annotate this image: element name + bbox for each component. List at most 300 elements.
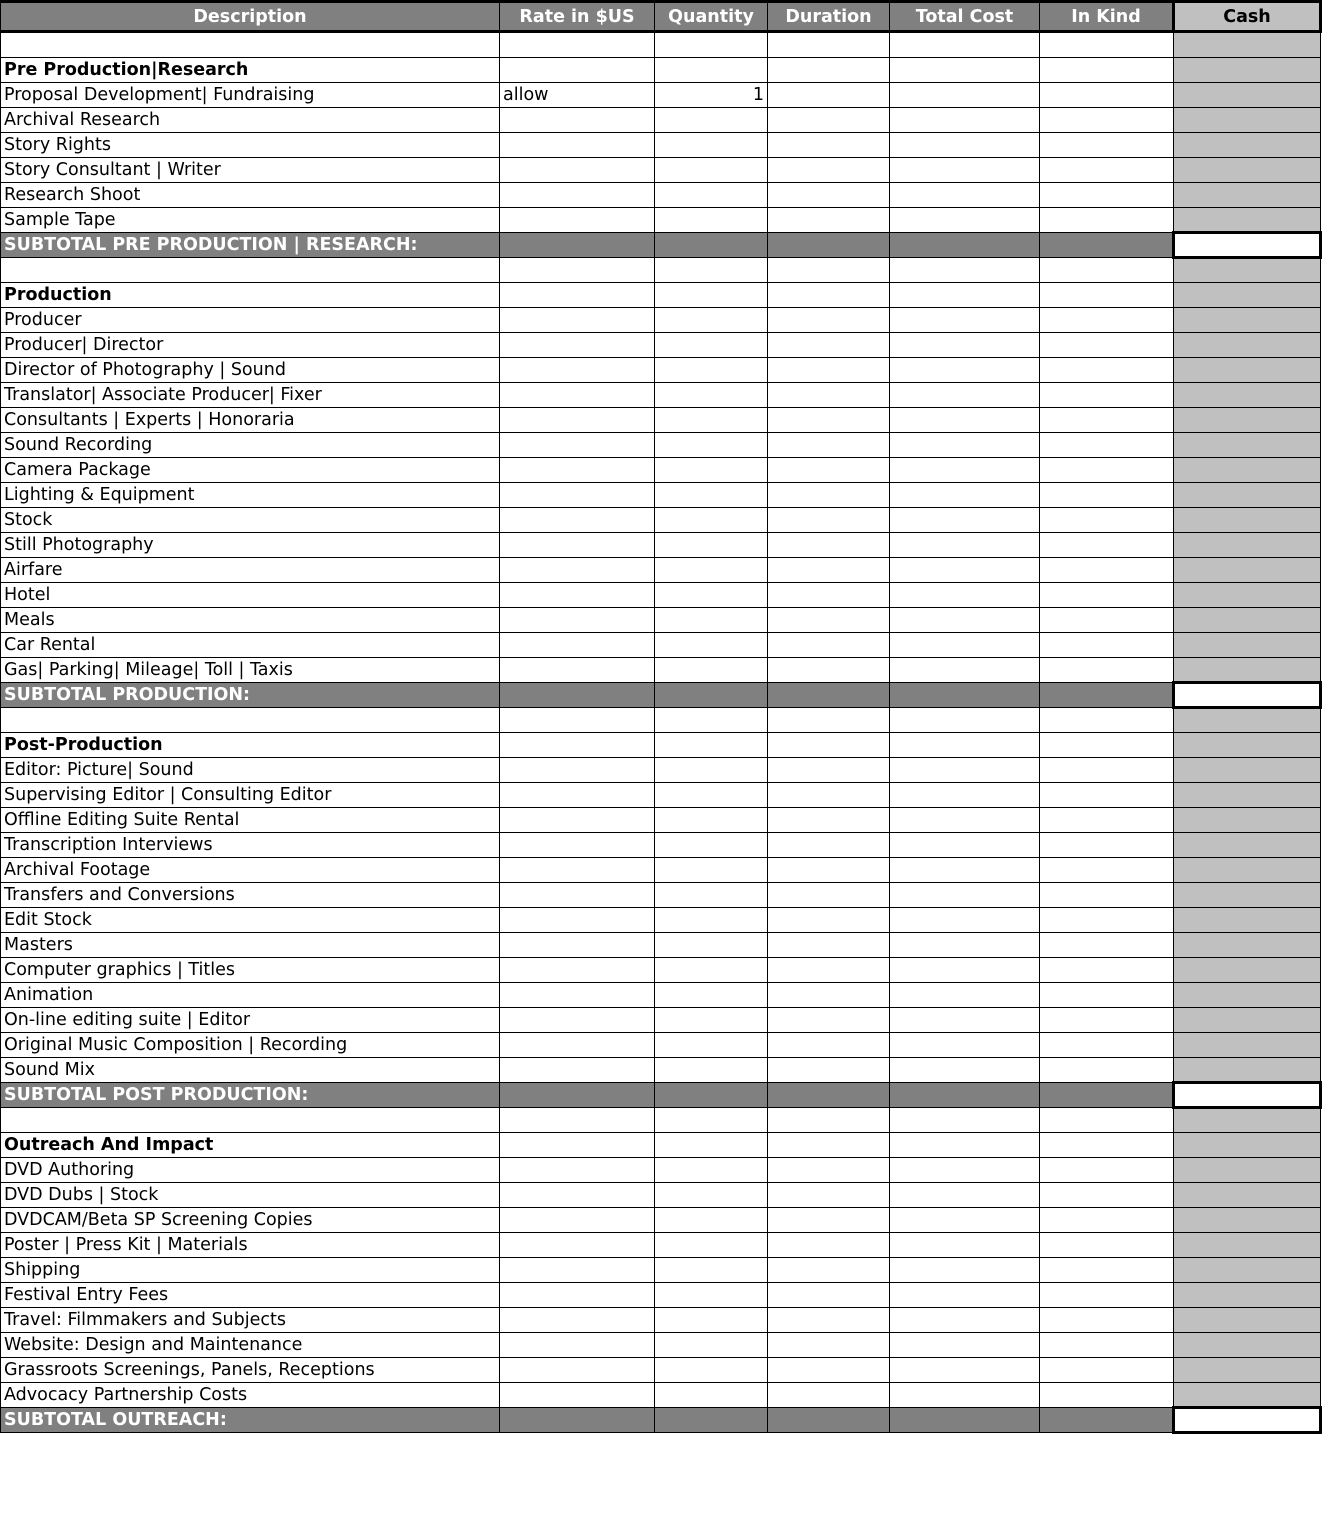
cell-cash[interactable] <box>1174 1082 1321 1107</box>
cell-in-kind[interactable] <box>1040 1332 1174 1357</box>
cell-quantity[interactable] <box>655 1232 768 1257</box>
cell-total-cost[interactable] <box>890 807 1040 832</box>
cell-total-cost[interactable] <box>890 682 1040 707</box>
cell-quantity[interactable] <box>655 732 768 757</box>
cell-rate[interactable] <box>500 208 655 233</box>
cell-quantity[interactable] <box>655 532 768 557</box>
cell-in-kind[interactable] <box>1040 1057 1174 1082</box>
cell-rate[interactable] <box>500 482 655 507</box>
cell-in-kind[interactable] <box>1040 208 1174 233</box>
cell-duration[interactable] <box>768 557 890 582</box>
cell-duration[interactable] <box>768 108 890 133</box>
cell-duration[interactable] <box>768 732 890 757</box>
cell-in-kind[interactable] <box>1040 632 1174 657</box>
cell-rate[interactable] <box>500 1307 655 1332</box>
cell-cash[interactable] <box>1174 307 1321 332</box>
cell-quantity[interactable] <box>655 382 768 407</box>
cell-cash[interactable] <box>1174 882 1321 907</box>
cell-in-kind[interactable] <box>1040 507 1174 532</box>
cell-cash[interactable] <box>1174 757 1321 782</box>
cell-description[interactable]: Sample Tape <box>1 208 500 233</box>
cell-in-kind[interactable] <box>1040 907 1174 932</box>
cell-duration[interactable] <box>768 1207 890 1232</box>
cell-total-cost[interactable] <box>890 1032 1040 1057</box>
cell-duration[interactable] <box>768 258 890 283</box>
cell-cash[interactable] <box>1174 1357 1321 1382</box>
cell-description[interactable]: Hotel <box>1 582 500 607</box>
cell-duration[interactable] <box>768 957 890 982</box>
cell-description[interactable]: Festival Entry Fees <box>1 1282 500 1307</box>
cell-total-cost[interactable] <box>890 1107 1040 1132</box>
cell-in-kind[interactable] <box>1040 432 1174 457</box>
cell-in-kind[interactable] <box>1040 1032 1174 1057</box>
cell-quantity[interactable] <box>655 407 768 432</box>
cell-cash[interactable] <box>1174 807 1321 832</box>
cell-in-kind[interactable] <box>1040 532 1174 557</box>
cell-cash[interactable] <box>1174 332 1321 357</box>
cell-quantity[interactable] <box>655 108 768 133</box>
cell-cash[interactable] <box>1174 382 1321 407</box>
cell-total-cost[interactable] <box>890 32 1040 58</box>
cell-rate[interactable] <box>500 907 655 932</box>
cell-total-cost[interactable] <box>890 832 1040 857</box>
cell-rate[interactable] <box>500 1182 655 1207</box>
cell-cash[interactable] <box>1174 932 1321 957</box>
cell-description[interactable]: Website: Design and Maintenance <box>1 1332 500 1357</box>
cell-total-cost[interactable] <box>890 882 1040 907</box>
cell-in-kind[interactable] <box>1040 183 1174 208</box>
cell-quantity[interactable] <box>655 233 768 258</box>
cell-rate[interactable] <box>500 108 655 133</box>
cell-duration[interactable] <box>768 32 890 58</box>
cell-in-kind[interactable] <box>1040 357 1174 382</box>
cell-duration[interactable] <box>768 1007 890 1032</box>
cell-in-kind[interactable] <box>1040 982 1174 1007</box>
cell-quantity[interactable] <box>655 1082 768 1107</box>
cell-in-kind[interactable] <box>1040 1132 1174 1157</box>
cell-quantity[interactable] <box>655 507 768 532</box>
cell-in-kind[interactable] <box>1040 1107 1174 1132</box>
cell-duration[interactable] <box>768 832 890 857</box>
cell-in-kind[interactable] <box>1040 832 1174 857</box>
cell-rate[interactable] <box>500 1357 655 1382</box>
cell-description[interactable]: Transcription Interviews <box>1 832 500 857</box>
cell-cash[interactable] <box>1174 957 1321 982</box>
cell-in-kind[interactable] <box>1040 108 1174 133</box>
cell-quantity[interactable] <box>655 582 768 607</box>
cell-total-cost[interactable] <box>890 357 1040 382</box>
cell-quantity[interactable] <box>655 1057 768 1082</box>
cell-cash[interactable] <box>1174 707 1321 732</box>
cell-duration[interactable] <box>768 432 890 457</box>
cell-total-cost[interactable] <box>890 632 1040 657</box>
cell-rate[interactable] <box>500 1007 655 1032</box>
cell-cash[interactable] <box>1174 1282 1321 1307</box>
cell-total-cost[interactable] <box>890 782 1040 807</box>
cell-description[interactable]: Story Consultant | Writer <box>1 158 500 183</box>
cell-in-kind[interactable] <box>1040 282 1174 307</box>
cell-quantity[interactable] <box>655 782 768 807</box>
cell-total-cost[interactable] <box>890 1282 1040 1307</box>
cell-cash[interactable] <box>1174 1407 1321 1432</box>
cell-in-kind[interactable] <box>1040 233 1174 258</box>
cell-duration[interactable] <box>768 782 890 807</box>
cell-description[interactable]: Stock <box>1 507 500 532</box>
cell-in-kind[interactable] <box>1040 83 1174 108</box>
cell-duration[interactable] <box>768 183 890 208</box>
cell-in-kind[interactable] <box>1040 1257 1174 1282</box>
cell-quantity[interactable] <box>655 757 768 782</box>
cell-total-cost[interactable] <box>890 557 1040 582</box>
cell-description[interactable]: Producer| Director <box>1 332 500 357</box>
cell-quantity[interactable] <box>655 882 768 907</box>
cell-rate[interactable] <box>500 607 655 632</box>
cell-total-cost[interactable] <box>890 657 1040 682</box>
cell-rate[interactable] <box>500 1232 655 1257</box>
cell-duration[interactable] <box>768 407 890 432</box>
cell-rate[interactable] <box>500 332 655 357</box>
cell-cash[interactable] <box>1174 1307 1321 1332</box>
cell-total-cost[interactable] <box>890 1057 1040 1082</box>
cell-total-cost[interactable] <box>890 1157 1040 1182</box>
cell-total-cost[interactable] <box>890 407 1040 432</box>
cell-description[interactable] <box>1 1107 500 1132</box>
cell-cash[interactable] <box>1174 532 1321 557</box>
cell-rate[interactable] <box>500 757 655 782</box>
cell-quantity[interactable] <box>655 208 768 233</box>
cell-in-kind[interactable] <box>1040 782 1174 807</box>
cell-duration[interactable] <box>768 1082 890 1107</box>
cell-total-cost[interactable] <box>890 932 1040 957</box>
cell-total-cost[interactable] <box>890 1082 1040 1107</box>
cell-total-cost[interactable] <box>890 957 1040 982</box>
cell-rate[interactable] <box>500 957 655 982</box>
cell-rate[interactable] <box>500 282 655 307</box>
cell-rate[interactable] <box>500 457 655 482</box>
cell-rate[interactable] <box>500 158 655 183</box>
cell-cash[interactable] <box>1174 233 1321 258</box>
cell-quantity[interactable] <box>655 258 768 283</box>
cell-duration[interactable] <box>768 133 890 158</box>
cell-cash[interactable] <box>1174 632 1321 657</box>
cell-cash[interactable] <box>1174 857 1321 882</box>
cell-in-kind[interactable] <box>1040 457 1174 482</box>
cell-in-kind[interactable] <box>1040 807 1174 832</box>
cell-description[interactable]: Masters <box>1 932 500 957</box>
cell-description[interactable] <box>1 258 500 283</box>
cell-total-cost[interactable] <box>890 282 1040 307</box>
cell-description[interactable]: Archival Research <box>1 108 500 133</box>
cell-cash[interactable] <box>1174 282 1321 307</box>
cell-rate[interactable] <box>500 882 655 907</box>
cell-description[interactable]: Gas| Parking| Mileage| Toll | Taxis <box>1 657 500 682</box>
cell-description[interactable]: Still Photography <box>1 532 500 557</box>
cell-description[interactable]: Director of Photography | Sound <box>1 357 500 382</box>
cell-rate[interactable] <box>500 32 655 58</box>
cell-cash[interactable] <box>1174 907 1321 932</box>
column-header-duration[interactable]: Duration <box>768 2 890 32</box>
cell-duration[interactable] <box>768 1332 890 1357</box>
cell-duration[interactable] <box>768 282 890 307</box>
cell-description[interactable]: Offline Editing Suite Rental <box>1 807 500 832</box>
cell-total-cost[interactable] <box>890 607 1040 632</box>
cell-in-kind[interactable] <box>1040 1407 1174 1432</box>
cell-total-cost[interactable] <box>890 382 1040 407</box>
cell-rate[interactable] <box>500 1157 655 1182</box>
cell-total-cost[interactable] <box>890 1007 1040 1032</box>
cell-quantity[interactable] <box>655 32 768 58</box>
cell-in-kind[interactable] <box>1040 32 1174 58</box>
cell-quantity[interactable] <box>655 1307 768 1332</box>
cell-cash[interactable] <box>1174 432 1321 457</box>
cell-total-cost[interactable] <box>890 1357 1040 1382</box>
cell-rate[interactable] <box>500 1132 655 1157</box>
cell-cash[interactable] <box>1174 258 1321 283</box>
cell-total-cost[interactable] <box>890 732 1040 757</box>
cell-quantity[interactable] <box>655 158 768 183</box>
cell-total-cost[interactable] <box>890 707 1040 732</box>
cell-description[interactable]: Advocacy Partnership Costs <box>1 1382 500 1407</box>
cell-in-kind[interactable] <box>1040 1207 1174 1232</box>
cell-description[interactable]: DVD Authoring <box>1 1157 500 1182</box>
cell-cash[interactable] <box>1174 507 1321 532</box>
cell-duration[interactable] <box>768 907 890 932</box>
cell-total-cost[interactable] <box>890 532 1040 557</box>
cell-description[interactable] <box>1 707 500 732</box>
cell-duration[interactable] <box>768 682 890 707</box>
cell-rate[interactable]: allow <box>500 83 655 108</box>
cell-description[interactable]: DVDCAM/Beta SP Screening Copies <box>1 1207 500 1232</box>
column-header-in-kind[interactable]: In Kind <box>1040 2 1174 32</box>
cell-quantity[interactable] <box>655 1157 768 1182</box>
cell-total-cost[interactable] <box>890 1232 1040 1257</box>
cell-rate[interactable] <box>500 507 655 532</box>
cell-in-kind[interactable] <box>1040 1307 1174 1332</box>
cell-total-cost[interactable] <box>890 432 1040 457</box>
cell-duration[interactable] <box>768 1282 890 1307</box>
cell-description[interactable]: Translator| Associate Producer| Fixer <box>1 382 500 407</box>
cell-duration[interactable] <box>768 158 890 183</box>
cell-description[interactable]: Computer graphics | Titles <box>1 957 500 982</box>
cell-cash[interactable] <box>1174 682 1321 707</box>
cell-in-kind[interactable] <box>1040 1007 1174 1032</box>
cell-description[interactable]: Sound Recording <box>1 432 500 457</box>
cell-duration[interactable] <box>768 307 890 332</box>
cell-quantity[interactable] <box>655 1007 768 1032</box>
cell-description[interactable]: Lighting & Equipment <box>1 482 500 507</box>
cell-total-cost[interactable] <box>890 332 1040 357</box>
cell-duration[interactable] <box>768 58 890 83</box>
cell-rate[interactable] <box>500 407 655 432</box>
cell-quantity[interactable] <box>655 133 768 158</box>
cell-description[interactable]: Poster | Press Kit | Materials <box>1 1232 500 1257</box>
cell-quantity[interactable] <box>655 1107 768 1132</box>
cell-in-kind[interactable] <box>1040 307 1174 332</box>
cell-description[interactable]: SUBTOTAL PRE PRODUCTION | RESEARCH: <box>1 233 500 258</box>
cell-cash[interactable] <box>1174 1157 1321 1182</box>
cell-rate[interactable] <box>500 1207 655 1232</box>
cell-rate[interactable] <box>500 782 655 807</box>
cell-cash[interactable] <box>1174 1332 1321 1357</box>
cell-rate[interactable] <box>500 133 655 158</box>
cell-duration[interactable] <box>768 507 890 532</box>
cell-rate[interactable] <box>500 183 655 208</box>
cell-cash[interactable] <box>1174 582 1321 607</box>
cell-duration[interactable] <box>768 1307 890 1332</box>
cell-description[interactable]: Consultants | Experts | Honoraria <box>1 407 500 432</box>
cell-duration[interactable] <box>768 482 890 507</box>
cell-total-cost[interactable] <box>890 183 1040 208</box>
cell-duration[interactable] <box>768 657 890 682</box>
cell-total-cost[interactable] <box>890 1332 1040 1357</box>
cell-in-kind[interactable] <box>1040 657 1174 682</box>
cell-rate[interactable] <box>500 432 655 457</box>
cell-cash[interactable] <box>1174 782 1321 807</box>
cell-quantity[interactable] <box>655 1032 768 1057</box>
cell-quantity[interactable] <box>655 332 768 357</box>
cell-cash[interactable] <box>1174 1107 1321 1132</box>
cell-duration[interactable] <box>768 208 890 233</box>
cell-rate[interactable] <box>500 582 655 607</box>
cell-duration[interactable] <box>768 382 890 407</box>
cell-rate[interactable] <box>500 233 655 258</box>
cell-cash[interactable] <box>1174 158 1321 183</box>
cell-rate[interactable] <box>500 832 655 857</box>
cell-quantity[interactable] <box>655 482 768 507</box>
cell-rate[interactable] <box>500 1057 655 1082</box>
cell-total-cost[interactable] <box>890 1407 1040 1432</box>
cell-rate[interactable] <box>500 1107 655 1132</box>
cell-rate[interactable] <box>500 682 655 707</box>
cell-in-kind[interactable] <box>1040 607 1174 632</box>
cell-in-kind[interactable] <box>1040 1382 1174 1407</box>
cell-rate[interactable] <box>500 1257 655 1282</box>
cell-quantity[interactable] <box>655 707 768 732</box>
cell-cash[interactable] <box>1174 1207 1321 1232</box>
cell-rate[interactable] <box>500 58 655 83</box>
cell-quantity[interactable] <box>655 1182 768 1207</box>
cell-duration[interactable] <box>768 807 890 832</box>
cell-in-kind[interactable] <box>1040 1182 1174 1207</box>
cell-quantity[interactable] <box>655 307 768 332</box>
cell-total-cost[interactable] <box>890 582 1040 607</box>
cell-cash[interactable] <box>1174 1182 1321 1207</box>
cell-total-cost[interactable] <box>890 258 1040 283</box>
cell-cash[interactable] <box>1174 1007 1321 1032</box>
cell-cash[interactable] <box>1174 657 1321 682</box>
cell-quantity[interactable] <box>655 183 768 208</box>
cell-description[interactable]: Supervising Editor | Consulting Editor <box>1 782 500 807</box>
cell-duration[interactable] <box>768 1232 890 1257</box>
cell-total-cost[interactable] <box>890 482 1040 507</box>
cell-in-kind[interactable] <box>1040 258 1174 283</box>
cell-in-kind[interactable] <box>1040 482 1174 507</box>
cell-cash[interactable] <box>1174 357 1321 382</box>
cell-in-kind[interactable] <box>1040 1082 1174 1107</box>
cell-quantity[interactable] <box>655 832 768 857</box>
cell-quantity[interactable] <box>655 1207 768 1232</box>
cell-in-kind[interactable] <box>1040 707 1174 732</box>
cell-rate[interactable] <box>500 1407 655 1432</box>
cell-total-cost[interactable] <box>890 307 1040 332</box>
cell-description[interactable]: SUBTOTAL PRODUCTION: <box>1 682 500 707</box>
cell-in-kind[interactable] <box>1040 133 1174 158</box>
cell-in-kind[interactable] <box>1040 1232 1174 1257</box>
cell-rate[interactable] <box>500 357 655 382</box>
cell-cash[interactable] <box>1174 32 1321 58</box>
cell-description[interactable]: Shipping <box>1 1257 500 1282</box>
cell-total-cost[interactable] <box>890 457 1040 482</box>
cell-total-cost[interactable] <box>890 1207 1040 1232</box>
cell-in-kind[interactable] <box>1040 882 1174 907</box>
cell-description[interactable]: Sound Mix <box>1 1057 500 1082</box>
cell-duration[interactable] <box>768 1407 890 1432</box>
cell-duration[interactable] <box>768 1357 890 1382</box>
cell-quantity[interactable] <box>655 1407 768 1432</box>
cell-cash[interactable] <box>1174 58 1321 83</box>
cell-in-kind[interactable] <box>1040 757 1174 782</box>
cell-description[interactable]: Camera Package <box>1 457 500 482</box>
cell-rate[interactable] <box>500 1082 655 1107</box>
cell-rate[interactable] <box>500 1332 655 1357</box>
cell-total-cost[interactable] <box>890 208 1040 233</box>
column-header-rate[interactable]: Rate in $US <box>500 2 655 32</box>
cell-rate[interactable] <box>500 632 655 657</box>
cell-cash[interactable] <box>1174 982 1321 1007</box>
cell-in-kind[interactable] <box>1040 1357 1174 1382</box>
cell-cash[interactable] <box>1174 183 1321 208</box>
cell-in-kind[interactable] <box>1040 332 1174 357</box>
cell-quantity[interactable] <box>655 1382 768 1407</box>
cell-description[interactable]: Producer <box>1 307 500 332</box>
cell-in-kind[interactable] <box>1040 857 1174 882</box>
cell-description[interactable]: Outreach And Impact <box>1 1132 500 1157</box>
cell-description[interactable]: SUBTOTAL OUTREACH: <box>1 1407 500 1432</box>
cell-description[interactable]: Travel: Filmmakers and Subjects <box>1 1307 500 1332</box>
cell-total-cost[interactable] <box>890 58 1040 83</box>
cell-total-cost[interactable] <box>890 1132 1040 1157</box>
cell-quantity[interactable] <box>655 557 768 582</box>
cell-in-kind[interactable] <box>1040 582 1174 607</box>
cell-cash[interactable] <box>1174 1257 1321 1282</box>
cell-description[interactable]: Car Rental <box>1 632 500 657</box>
cell-quantity[interactable] <box>655 1257 768 1282</box>
cell-quantity[interactable] <box>655 58 768 83</box>
cell-quantity[interactable] <box>655 657 768 682</box>
cell-total-cost[interactable] <box>890 757 1040 782</box>
cell-total-cost[interactable] <box>890 907 1040 932</box>
column-header-total-cost[interactable]: Total Cost <box>890 2 1040 32</box>
cell-description[interactable]: Original Music Composition | Recording <box>1 1032 500 1057</box>
cell-duration[interactable] <box>768 882 890 907</box>
cell-rate[interactable] <box>500 1282 655 1307</box>
cell-in-kind[interactable] <box>1040 682 1174 707</box>
cell-cash[interactable] <box>1174 1032 1321 1057</box>
cell-in-kind[interactable] <box>1040 158 1174 183</box>
cell-duration[interactable] <box>768 1157 890 1182</box>
cell-rate[interactable] <box>500 382 655 407</box>
cell-total-cost[interactable] <box>890 133 1040 158</box>
cell-in-kind[interactable] <box>1040 382 1174 407</box>
cell-quantity[interactable] <box>655 357 768 382</box>
cell-duration[interactable] <box>768 757 890 782</box>
cell-duration[interactable] <box>768 632 890 657</box>
cell-in-kind[interactable] <box>1040 557 1174 582</box>
cell-duration[interactable] <box>768 233 890 258</box>
cell-description[interactable] <box>1 32 500 58</box>
cell-duration[interactable] <box>768 1032 890 1057</box>
cell-rate[interactable] <box>500 657 655 682</box>
